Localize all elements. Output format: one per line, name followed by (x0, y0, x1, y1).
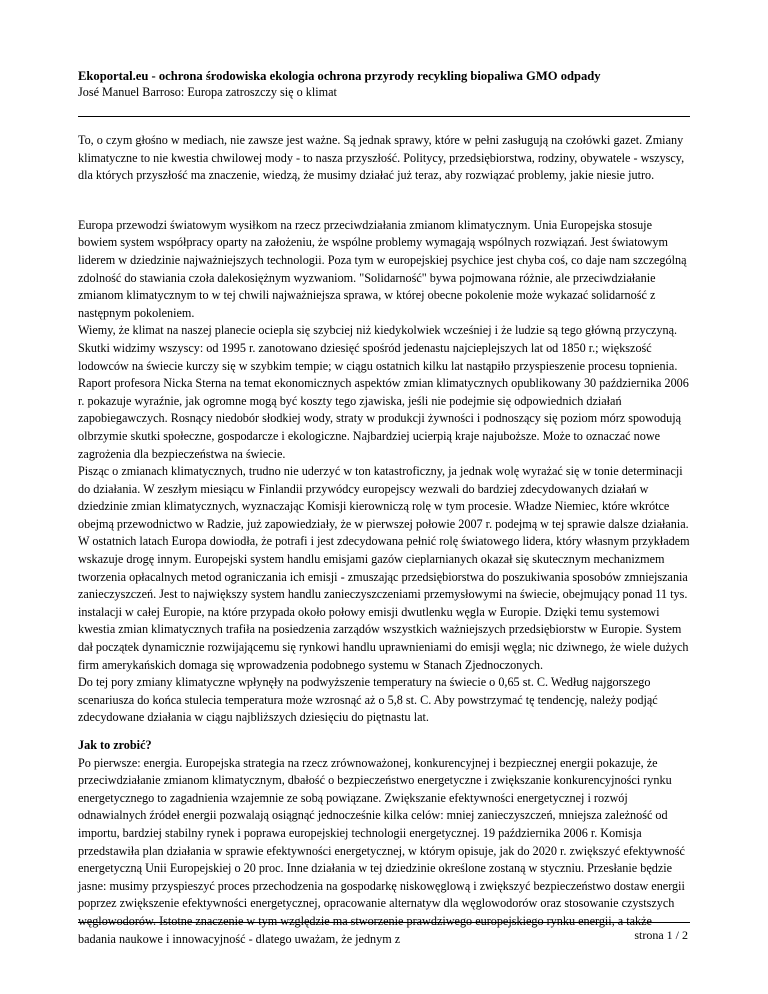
body-paragraph: Europa przewodzi światowym wysiłkom na rzecz przeciwdziałania zmianom klimatycznym. Unia Europejska stosuje bowiem system współpracy oparty na założeniu, że wspólne problemy wymagają wspólnych rozwiązań. Jest światowym liderem w dziedzinie najważniejszych technologii. Poza tym w europejskiej psychice jest chyba coś, co daje nam szczególną zdolność do stawiania czoła dalekosiężnym wyzwaniom. "Solidarność" bywa pojmowana różnie, ale przeciwdziałanie zmianom klimatycznym to w tej chwili najważniejsza sprawa, w której obecne pokolenie może wykazać solidarność z następnym pokoleniem. (78, 217, 687, 320)
body-paragraph: Wiemy, że klimat na naszej planecie ociepla się szybciej niż kiedykolwiek wcześniej i że ludzie są tego główną przyczyną. Skutki widzimy wszyscy: od 1995 r. zanotowano dziesięć spośród jedenastu najcieplejszych lat od 1850 r.; większość lodowców na świecie kurczy się w szybkim tempie; w ciągu ostatnich kilku lat nastąpiło przyspieszenie procesu topnienia. (78, 323, 678, 373)
section-heading: Jak to zrobić? (78, 738, 152, 752)
article-subtitle: José Manuel Barroso: Europa zatroszczy się o klimat (78, 85, 337, 99)
page-number: strona 1 / 2 (634, 928, 688, 942)
body-paragraph: Raport profesora Nicka Sterna na temat ekonomicznych aspektów zmian klimatycznych opublikowany 30 października 2006 r. pokazuje wyraźnie, jak ogromne mogą być koszty tego zjawiska, jeśli nie podejmie się odpowiednich działań zapobiegawczych. Rosnący niedobór słodkiej wody, straty w produkcji żywności i podnoszący się poziom mórz spowodują olbrzymie skutki społeczne, gospodarcze i ekologiczne. Najbardziej ucierpią kraje najuboższe. Może to oznaczać nowe zagrożenia dla bezpieczeństwa na świecie. (78, 376, 689, 461)
intro-paragraph: To, o czym głośno w mediach, nie zawsze jest ważne. Są jednak sprawy, które w pełni zasługują na czołówki gazet. Zmiany klimatyczne to nie kwestia chwilowej mody - to nasza przyszłość. Politycy, przedsiębiorstwa, rodziny, obywatele - wszyscy, dla których przyszłość ma znaczenie, wiedzą, że musimy działać już teraz, aby rozwiązać problemy, jakie niesie jutro. (78, 133, 685, 183)
body-paragraph: W ostatnich latach Europa dowiodła, że potrafi i jest zdecydowana pełnić rolę światowego lidera, który własnym przykładem wskazuje drogę innym. Europejski system handlu emisjami gazów cieplarnianych okazał się skutecznym mechanizmem tworzenia opłacalnych metod ograniczania ich emisji - zmuszając przedsiębiorstwa do poszukiwania sposobów zmniejszania zanieczyszczeń. Jest to największy system handlu zanieczyszczeniami przemysłowymi na świecie, obejmujący ponad 11 tys. instalacji w całej Europie, na które przypada około połowy emisji dwutlenku węgla w Europie. Dzięki temu systemowi kwestia zmian klimatycznych trafiła na posiedzenia zarządów wszystkich ważniejszych przedsiębiorstw w Europie. System dał początek dynamicznie rozwijającemu się rynkowi handlu uprawnieniami do emisji węgla; nic dziwnego, że wiele dużych firm amerykańskich domaga się wprowadzenia podobnego systemu w Stanach Zjednoczonych. (78, 534, 690, 672)
site-title: Ekoportal.eu - ochrona środowiska ekologia ochrona przyrody recykling biopaliwa GMO odpady (78, 69, 601, 83)
article-body (78, 122, 690, 948)
footer-divider (78, 922, 690, 923)
body-paragraph: Pisząc o zmianach klimatycznych, trudno nie uderzyć w ton katastroficzny, ja jednak wolę wyrażać się w tonie determinacji do działania. W zeszłym miesiącu w Finlandii przywódcy europejscy wezwali do bardziej zdecydowanych działań w dziedzinie zmian klimatycznych, wyznaczając Komisji kierowniczą rolę w tym procesie. Władze Niemiec, które wkrótce obejmą przewodnictwo w Radzie, już zapowiedziały, że w pierwszej połowie 2007 r. podejmą w tej sprawie dalsze działania. (78, 464, 689, 531)
section-paragraph: Po pierwsze: energia. Europejska strategia na rzecz zrównoważonej, konkurencyjnej i bezpiecznej energii pokazuje, że przeciwdziałanie zmianom klimatycznym, dbałość o bezpieczeństwo energetyczne i zwiększanie konkurencyjności rynku energetycznego to zagadnienia wzajemnie ze sobą powiązane. Zwiększanie efektywności energetycznej i rozwój odnawialnych źródeł energii pozwalają osiągnąć jednocześnie kilka celów: mniej zanieczyszczeń, mniejsza zależność od importu, bardziej stabilny rynek i poprawa europejskiej technologii energetycznej. 19 października 2006 r. Komisja przedstawiła plan działania w sprawie efektywności energetycznej, w którym opisuje, jak do 2020 r. zwiększyć efektywność energetyczną Unii Europejskiej o 20 proc. Inne działania w tej dziedzinie określone zostaną w styczniu. Przesłanie będzie jasne: musimy przyspieszyć proces przechodzenia na gospodarkę niskowęglową i zwiększyć bezpieczeństwo dostaw energii poprzez zwiększenie efektywności energetycznej, opracowanie alternatyw dla węglowodorów oraz stosowanie czystszych węglowodorów. Istotne znaczenie w tym względzie ma stworzenie prawdziwego europejskiego rynku energii, a także badania naukowe i innowacyjność - dlatego uważam, że jednym z (78, 755, 685, 946)
header-divider (78, 116, 690, 117)
document-header (78, 68, 690, 100)
body-paragraph: Do tej pory zmiany klimatyczne wpłynęły na podwyższenie temperatury na świecie o 0,65 st. C. Według najgorszego scenariusza do końca stulecia temperatura może wzrosnąć aż o 5,8 st. C. Aby powstrzymać tę tendencję, należy podjąć zdecydowane działania w ciągu najbliższych dziesięciu do piętnastu lat. (78, 675, 658, 725)
